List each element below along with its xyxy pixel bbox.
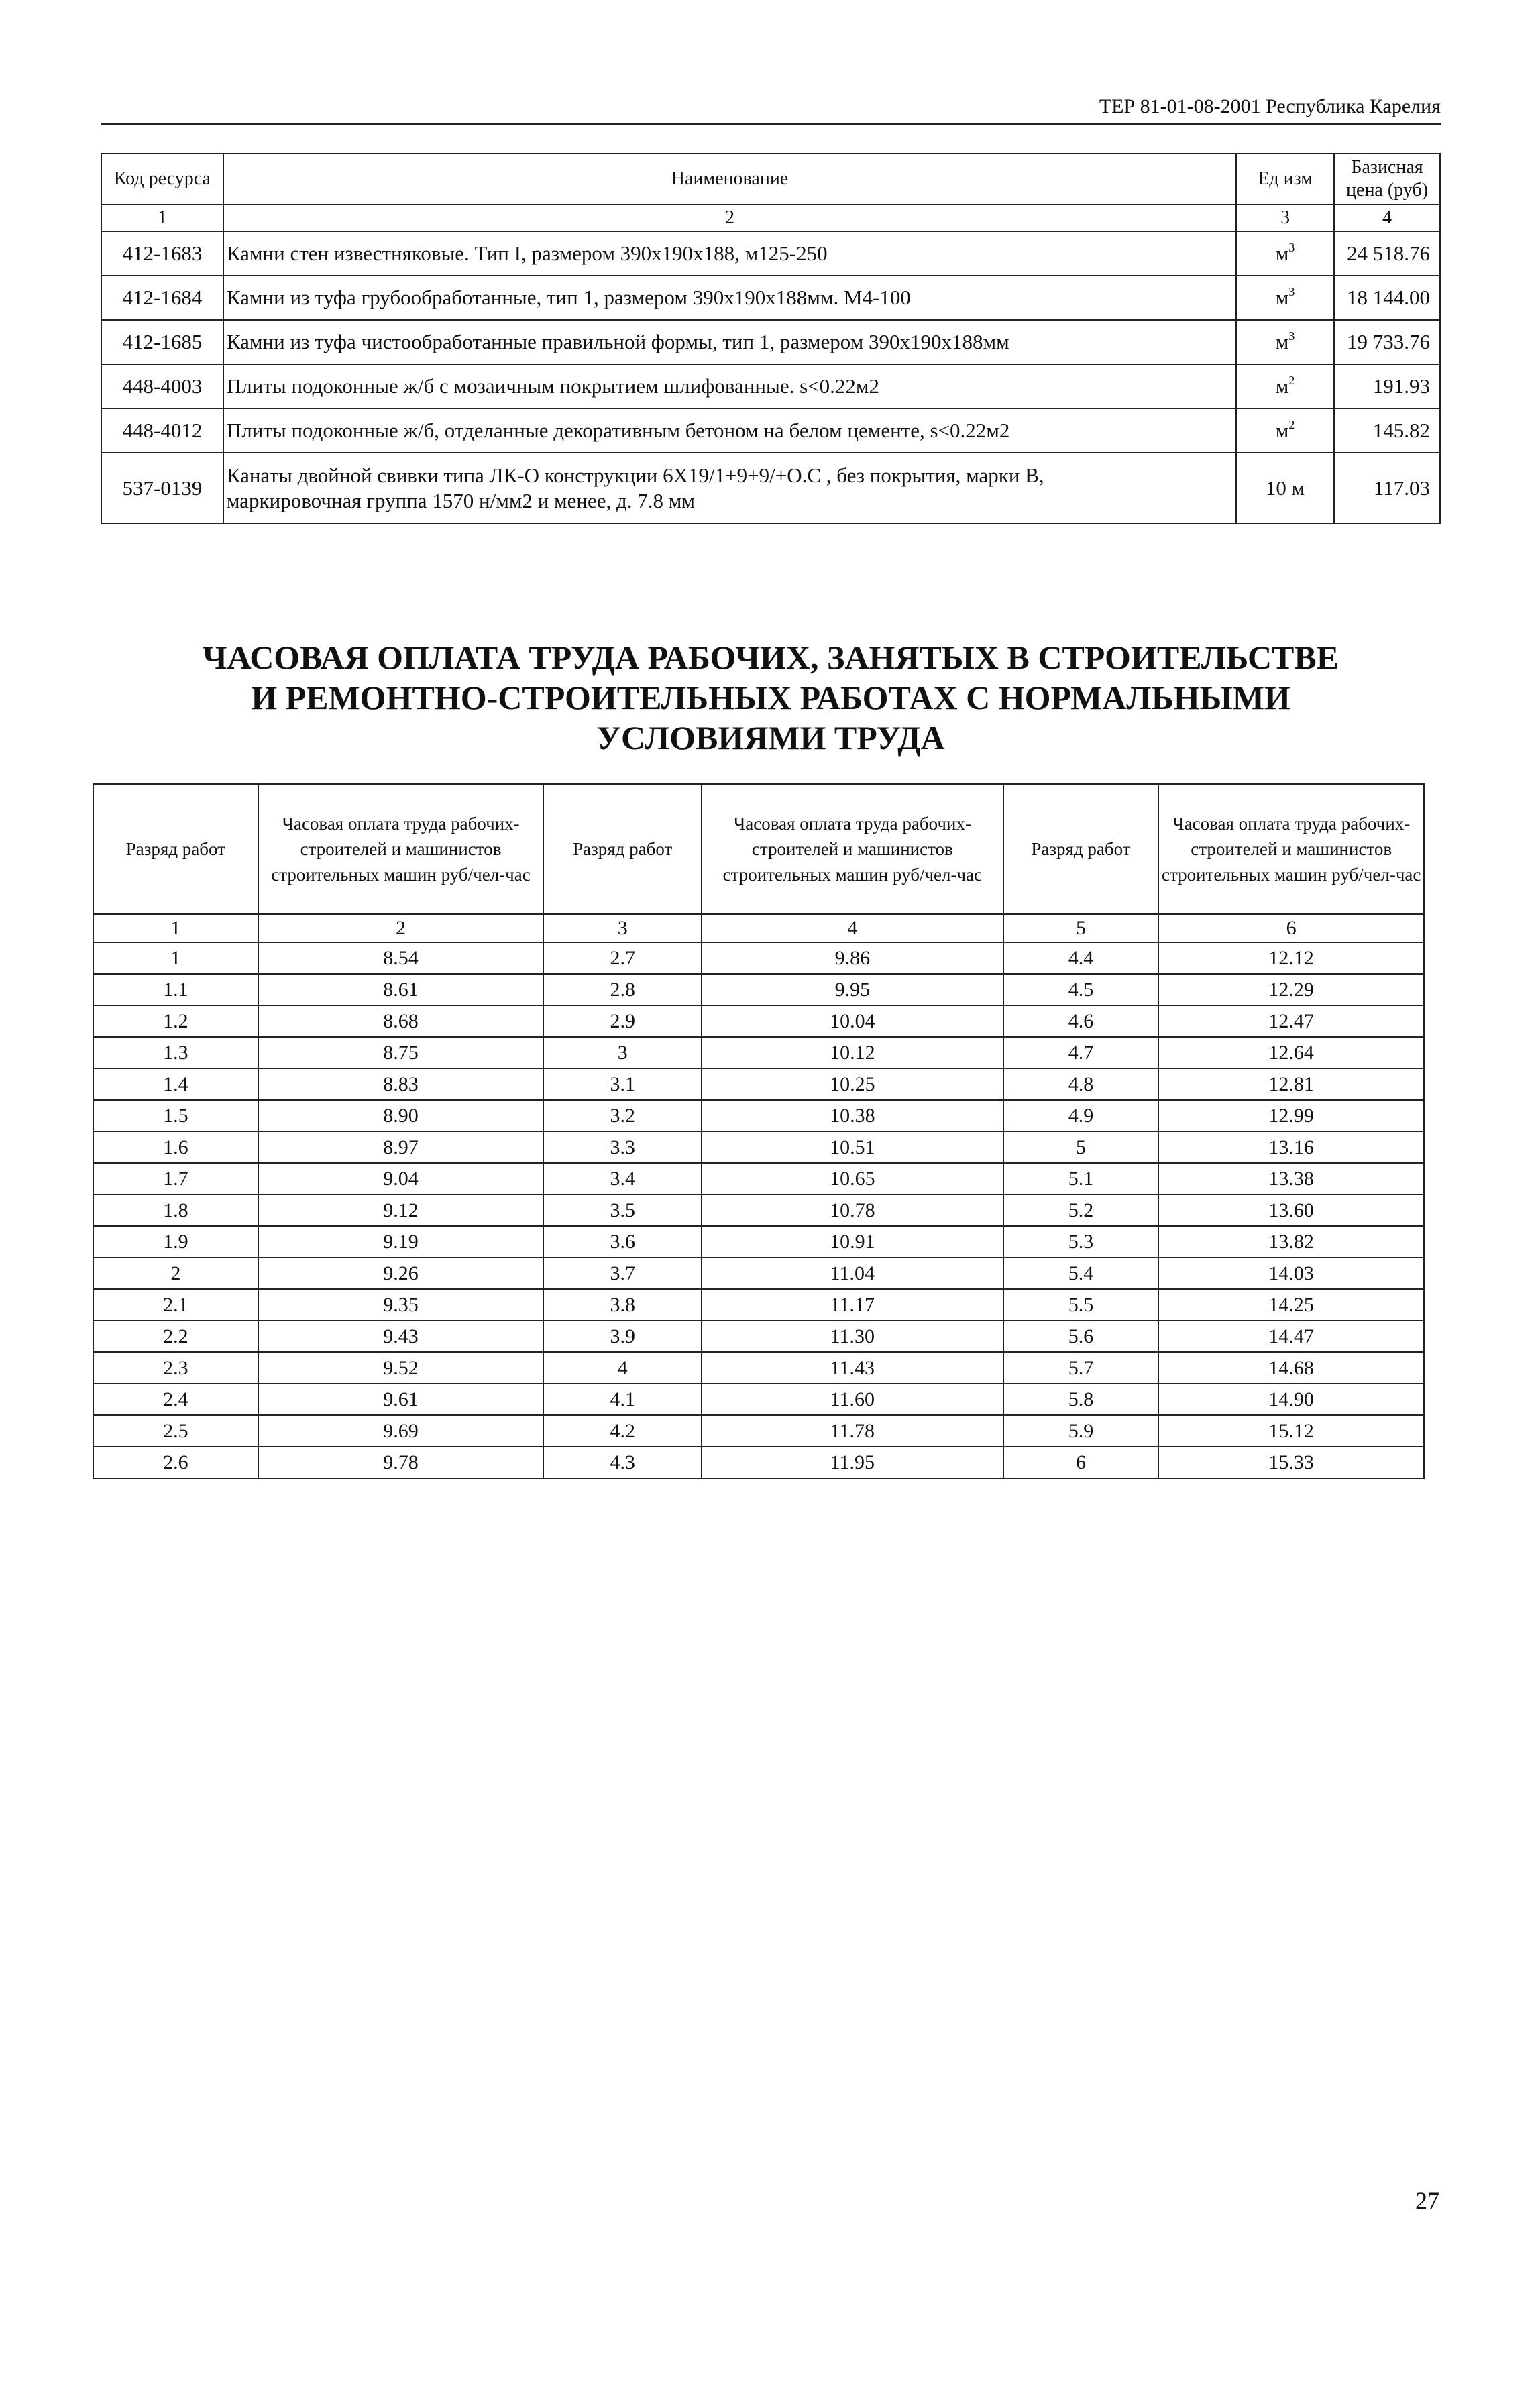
pay-rate-cell: 9.86 (702, 942, 1003, 974)
wage-table-body (93, 942, 1424, 1478)
table-row (101, 320, 1440, 364)
table-row (101, 364, 1440, 408)
wage-table (93, 783, 1425, 1479)
pay-rate-cell: 9.69 (258, 1415, 544, 1447)
grade-cell: 4 (543, 1352, 702, 1384)
grade-cell: 5.3 (1003, 1226, 1159, 1258)
col-number: 1 (93, 914, 258, 942)
col-header-pay: Часовая оплата труда рабочих-строителей и машинистов строительных машин руб/чел-час (258, 784, 544, 914)
table-row (93, 1321, 1424, 1352)
pay-rate-cell: 14.90 (1158, 1384, 1424, 1415)
col-number: 3 (1236, 205, 1334, 231)
grade-cell: 3.9 (543, 1321, 702, 1352)
pay-rate-cell: 9.61 (258, 1384, 544, 1415)
pay-rate-cell: 8.90 (258, 1100, 544, 1131)
table-row (93, 942, 1424, 974)
grade-cell: 3.1 (543, 1068, 702, 1100)
resource-price: 145.82 (1334, 408, 1440, 453)
resource-name: Камни из туфа чистообработанные правильной формы, тип 1, размером 390х190х188мм (223, 320, 1236, 364)
grade-cell: 1.6 (93, 1131, 258, 1163)
pay-rate-cell: 15.33 (1158, 1447, 1424, 1478)
table-row (93, 1068, 1424, 1100)
resource-unit: 10 м (1236, 453, 1334, 524)
pay-rate-cell: 12.12 (1158, 942, 1424, 974)
resource-code: 412-1683 (101, 231, 223, 276)
col-number: 6 (1158, 914, 1424, 942)
resource-unit: $м^3$ (1236, 276, 1334, 320)
pay-rate-cell: 11.78 (702, 1415, 1003, 1447)
pay-rate-cell: 11.95 (702, 1447, 1003, 1478)
grade-cell: 1.9 (93, 1226, 258, 1258)
resource-code: 412-1685 (101, 320, 223, 364)
pay-rate-cell: 10.25 (702, 1068, 1003, 1100)
table-row (101, 408, 1440, 453)
table-row (93, 1258, 1424, 1289)
pay-rate-cell: 9.43 (258, 1321, 544, 1352)
grade-cell: 4.5 (1003, 974, 1159, 1005)
grade-cell: 3.4 (543, 1163, 702, 1195)
pay-rate-cell: 10.51 (702, 1131, 1003, 1163)
resource-price: 18 144.00 (1334, 276, 1440, 320)
grade-cell: 1.4 (93, 1068, 258, 1100)
pay-rate-cell: 12.47 (1158, 1005, 1424, 1037)
grade-cell: 1.1 (93, 974, 258, 1005)
pay-rate-cell: 14.68 (1158, 1352, 1424, 1384)
pay-rate-cell: 11.60 (702, 1384, 1003, 1415)
col-header-pay: Часовая оплата труда рабочих-строителей и машинистов строительных машин руб/чел-час (1158, 784, 1424, 914)
grade-cell: 4.9 (1003, 1100, 1159, 1131)
col-header-grade: Разряд работ (93, 784, 258, 914)
table-row (93, 1226, 1424, 1258)
resource-code: 448-4003 (101, 364, 223, 408)
resource-price: 117.03 (1334, 453, 1440, 524)
resource-name: Камни стен известняковые. Тип I, размером 390х190х188, м125-250 (223, 231, 1236, 276)
grade-cell: 2.2 (93, 1321, 258, 1352)
pay-rate-cell: 10.91 (702, 1226, 1003, 1258)
grade-cell: 5.4 (1003, 1258, 1159, 1289)
grade-cell: 2.3 (93, 1352, 258, 1384)
table-row (93, 1447, 1424, 1478)
resource-name: Камни из туфа грубообработанные, тип 1, размером 390х190х188мм. М4-100 (223, 276, 1236, 320)
page-number: 27 (1415, 2187, 1439, 2214)
col-number: 2 (258, 914, 544, 942)
pay-rate-cell: 10.12 (702, 1037, 1003, 1068)
col-header-unit: Ед изм (1236, 154, 1334, 205)
grade-cell: 1.8 (93, 1195, 258, 1226)
col-header-price: Базисная цена (руб) (1334, 154, 1440, 205)
pay-rate-cell: 13.16 (1158, 1131, 1424, 1163)
col-header-name: Наименование (223, 154, 1236, 205)
pay-rate-cell: 12.81 (1158, 1068, 1424, 1100)
resource-price: 191.93 (1334, 364, 1440, 408)
grade-cell: 3.5 (543, 1195, 702, 1226)
pay-rate-cell: 15.12 (1158, 1415, 1424, 1447)
grade-cell: 6 (1003, 1447, 1159, 1478)
table-row (101, 276, 1440, 320)
col-header-grade: Разряд работ (1003, 784, 1159, 914)
pay-rate-cell: 12.64 (1158, 1037, 1424, 1068)
grade-cell: 1 (93, 942, 258, 974)
pay-rate-cell: 14.03 (1158, 1258, 1424, 1289)
col-number: 3 (543, 914, 702, 942)
grade-cell: 3.3 (543, 1131, 702, 1163)
grade-cell: 2.5 (93, 1415, 258, 1447)
grade-cell: 4.6 (1003, 1005, 1159, 1037)
col-number: 5 (1003, 914, 1159, 942)
col-number: 1 (101, 205, 223, 231)
grade-cell: 1.3 (93, 1037, 258, 1068)
pay-rate-cell: 10.65 (702, 1163, 1003, 1195)
table-row (93, 1037, 1424, 1068)
pay-rate-cell: 14.25 (1158, 1289, 1424, 1321)
grade-cell: 4.4 (1003, 942, 1159, 974)
pay-rate-cell: 9.78 (258, 1447, 544, 1478)
grade-cell: 2.8 (543, 974, 702, 1005)
col-header-grade: Разряд работ (543, 784, 702, 914)
pay-rate-cell: 9.52 (258, 1352, 544, 1384)
pay-rate-cell: 9.12 (258, 1195, 544, 1226)
resource-code: 537-0139 (101, 453, 223, 524)
grade-cell: 3 (543, 1037, 702, 1068)
grade-cell: 4.3 (543, 1447, 702, 1478)
grade-cell: 5.2 (1003, 1195, 1159, 1226)
pay-rate-cell: 8.54 (258, 942, 544, 974)
table-row (93, 1289, 1424, 1321)
grade-cell: 2.7 (543, 942, 702, 974)
pay-rate-cell: 12.29 (1158, 974, 1424, 1005)
grade-cell: 1.5 (93, 1100, 258, 1131)
grade-cell: 4.2 (543, 1415, 702, 1447)
grade-cell: 2.9 (543, 1005, 702, 1037)
pay-rate-cell: 9.35 (258, 1289, 544, 1321)
section-title (101, 637, 1441, 758)
grade-cell: 3.7 (543, 1258, 702, 1289)
resource-name: Плиты подоконные ж/б, отделанные декоративным бетоном на белом цементе, s<0.22м2 (223, 408, 1236, 453)
grade-cell: 3.2 (543, 1100, 702, 1131)
resource-name-line: Канаты двойной свивки типа ЛК-О конструкции 6Х19/1+9+9/+О.С , без покрытия, марки В, (226, 463, 1044, 487)
col-number: 4 (1334, 205, 1440, 231)
table-row (93, 1352, 1424, 1384)
pay-rate-cell: 8.83 (258, 1068, 544, 1100)
grade-cell: 5.7 (1003, 1352, 1159, 1384)
col-number: 2 (223, 205, 1236, 231)
table-row (93, 1195, 1424, 1226)
pay-rate-cell: 13.38 (1158, 1163, 1424, 1195)
grade-cell: 5.8 (1003, 1384, 1159, 1415)
table-row (93, 1100, 1424, 1131)
pay-rate-cell: 10.78 (702, 1195, 1003, 1226)
grade-cell: 2.1 (93, 1289, 258, 1321)
pay-rate-cell: 8.61 (258, 974, 544, 1005)
table-row (101, 453, 1440, 524)
resource-unit: $м^2$ (1236, 408, 1334, 453)
table-row (93, 1131, 1424, 1163)
resource-name-line: маркировочная группа 1570 н/мм2 и менее, д. 7.8 мм (226, 489, 696, 512)
grade-cell: 2 (93, 1258, 258, 1289)
grade-cell: 2.6 (93, 1447, 258, 1478)
table-row (101, 231, 1440, 276)
grade-cell: 5.6 (1003, 1321, 1159, 1352)
pay-rate-cell: 11.30 (702, 1321, 1003, 1352)
pay-rate-cell: 11.17 (702, 1289, 1003, 1321)
pay-rate-cell: 10.38 (702, 1100, 1003, 1131)
grade-cell: 3.6 (543, 1226, 702, 1258)
resource-unit: $м^3$ (1236, 231, 1334, 276)
grade-cell: 1.2 (93, 1005, 258, 1037)
grade-cell: 5.5 (1003, 1289, 1159, 1321)
table-row (93, 1005, 1424, 1037)
table-row (93, 1163, 1424, 1195)
grade-cell: 5 (1003, 1131, 1159, 1163)
grade-cell: 2.4 (93, 1384, 258, 1415)
pay-rate-cell: 8.97 (258, 1131, 544, 1163)
resources-header-row (101, 154, 1440, 205)
section-title-line: И РЕМОНТНО-СТРОИТЕЛЬНЫХ РАБОТАХ С НОРМАЛЬНЫМИ (251, 679, 1290, 716)
pay-rate-cell: 12.99 (1158, 1100, 1424, 1131)
pay-rate-cell: 8.68 (258, 1005, 544, 1037)
grade-cell: 3.8 (543, 1289, 702, 1321)
pay-rate-cell: 13.82 (1158, 1226, 1424, 1258)
col-header-code: Код ресурса (101, 154, 223, 205)
resource-unit: $м^3$ (1236, 320, 1334, 364)
page-header (101, 90, 1441, 125)
resource-price: 19 733.76 (1334, 320, 1440, 364)
grade-cell: 4.8 (1003, 1068, 1159, 1100)
pay-rate-cell: 14.47 (1158, 1321, 1424, 1352)
resource-code: 448-4012 (101, 408, 223, 453)
grade-cell: 1.7 (93, 1163, 258, 1195)
wage-numbering-row (93, 914, 1424, 942)
pay-rate-cell: 9.19 (258, 1226, 544, 1258)
pay-rate-cell: 11.04 (702, 1258, 1003, 1289)
header-title: ТЕР 81-01-08-2001 Республика Карелия (1099, 95, 1441, 117)
pay-rate-cell: 13.60 (1158, 1195, 1424, 1226)
resource-price: 24 518.76 (1334, 231, 1440, 276)
pay-rate-cell: 10.04 (702, 1005, 1003, 1037)
section-title-line: ЧАСОВАЯ ОПЛАТА ТРУДА РАБОЧИХ, ЗАНЯТЫХ В СТРОИТЕЛЬСТВЕ (202, 639, 1339, 676)
pay-rate-cell: 9.26 (258, 1258, 544, 1289)
col-number: 4 (702, 914, 1003, 942)
resource-unit: $м^2$ (1236, 364, 1334, 408)
resources-table (101, 153, 1441, 524)
grade-cell: 4.7 (1003, 1037, 1159, 1068)
table-row (93, 1415, 1424, 1447)
resources-numbering-row (101, 205, 1440, 231)
pay-rate-cell: 8.75 (258, 1037, 544, 1068)
grade-cell: 5.9 (1003, 1415, 1159, 1447)
pay-rate-cell: 9.04 (258, 1163, 544, 1195)
table-row (93, 1384, 1424, 1415)
section-title-line: УСЛОВИЯМИ ТРУДА (596, 719, 945, 757)
col-header-pay: Часовая оплата труда рабочих-строителей и машинистов строительных машин руб/чел-час (702, 784, 1003, 914)
pay-rate-cell: 11.43 (702, 1352, 1003, 1384)
grade-cell: 4.1 (543, 1384, 702, 1415)
table-row (93, 974, 1424, 1005)
resource-code: 412-1684 (101, 276, 223, 320)
pay-rate-cell: 9.95 (702, 974, 1003, 1005)
grade-cell: 5.1 (1003, 1163, 1159, 1195)
wage-header-row (93, 784, 1424, 914)
resource-name: Плиты подоконные ж/б с мозаичным покрытием шлифованные. s<0.22м2 (223, 364, 1236, 408)
resource-name (223, 453, 1236, 524)
